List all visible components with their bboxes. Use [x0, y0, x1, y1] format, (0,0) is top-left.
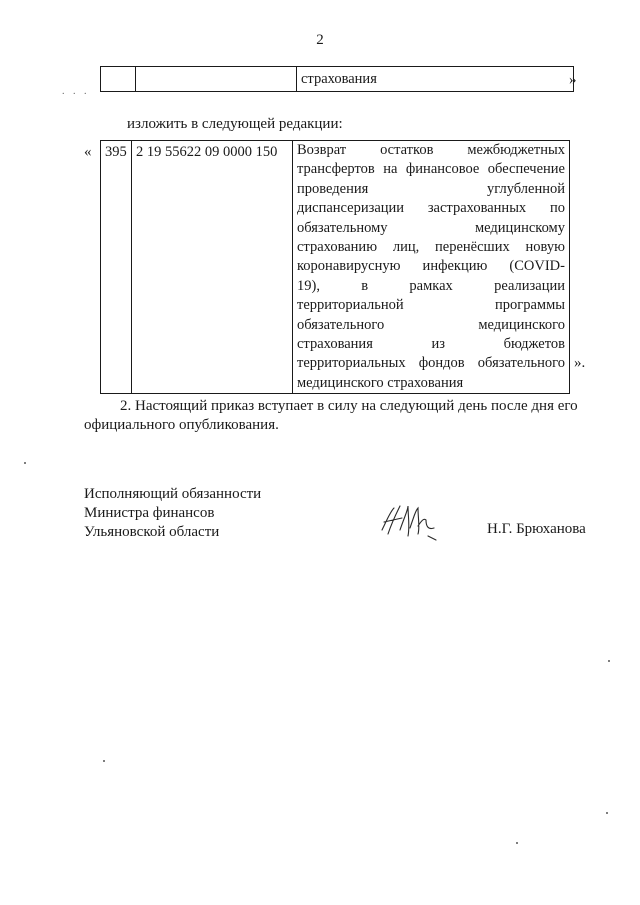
table-row: [101, 141, 570, 394]
handwritten-signature: [378, 500, 440, 544]
description-line: медицинского страхования: [297, 374, 464, 391]
paragraph-line-2: официального опубликования.: [84, 417, 279, 433]
top-table-cell-description: [297, 67, 574, 92]
signatory-name: Н.Г. Брюханова: [487, 521, 586, 537]
scan-speck: [24, 462, 26, 464]
intro-text: изложить в следующей редакции:: [127, 116, 343, 132]
description-line: диспансеризации застрахованных по: [297, 200, 565, 217]
main-opening-quote: «: [84, 144, 92, 160]
description-cell: [293, 141, 570, 394]
top-closing-quote: »: [569, 72, 577, 88]
description-line: Возврат остатков межбюджетных: [297, 142, 565, 158]
description-line: территориальной программы: [297, 297, 565, 314]
description-line: 19), в рамках реализации: [297, 277, 565, 294]
scan-speck: [606, 812, 608, 814]
main-table: [100, 140, 570, 394]
top-table-cell-number: [101, 67, 136, 92]
description-line: территориальных фондов обязательного: [297, 355, 565, 372]
signatory-title-line-2: Министра финансов: [84, 505, 215, 521]
description-line: обязательного медицинского: [297, 316, 565, 333]
main-closing-quote: ».: [574, 355, 586, 371]
description-line: обязательному медицинскому: [297, 219, 565, 236]
scan-speck: [103, 760, 105, 762]
scan-artifact-dots: . . .: [62, 86, 90, 97]
code-cell: [132, 141, 293, 394]
paragraph-line-1: 2. Настоящий приказ вступает в силу на следующий день после дня его: [120, 398, 578, 414]
row-number: 395: [105, 144, 127, 160]
description-line: трансфертов на финансовое обеспечение: [297, 161, 565, 178]
description-line: проведения углубленной: [297, 180, 565, 197]
budget-code: 2 19 55622 09 0000 150: [136, 144, 278, 160]
top-table-cell-code: [136, 67, 297, 92]
row-number-cell: [101, 141, 132, 394]
scan-speck: [608, 660, 610, 662]
scan-speck: [516, 842, 518, 844]
description-line: страхованию лиц, перенёсших новую: [297, 239, 565, 256]
page-number: 2: [316, 32, 324, 48]
signatory-title-line-3: Ульяновской области: [84, 524, 220, 540]
description-line: коронавирусную инфекцию (COVID-: [297, 258, 565, 275]
top-table-fragment: [100, 66, 574, 92]
signatory-title-line-1: Исполняющий обязанности: [84, 486, 262, 502]
description-line: страхования из бюджетов: [297, 336, 565, 353]
top-table-description: страхования: [301, 70, 377, 87]
